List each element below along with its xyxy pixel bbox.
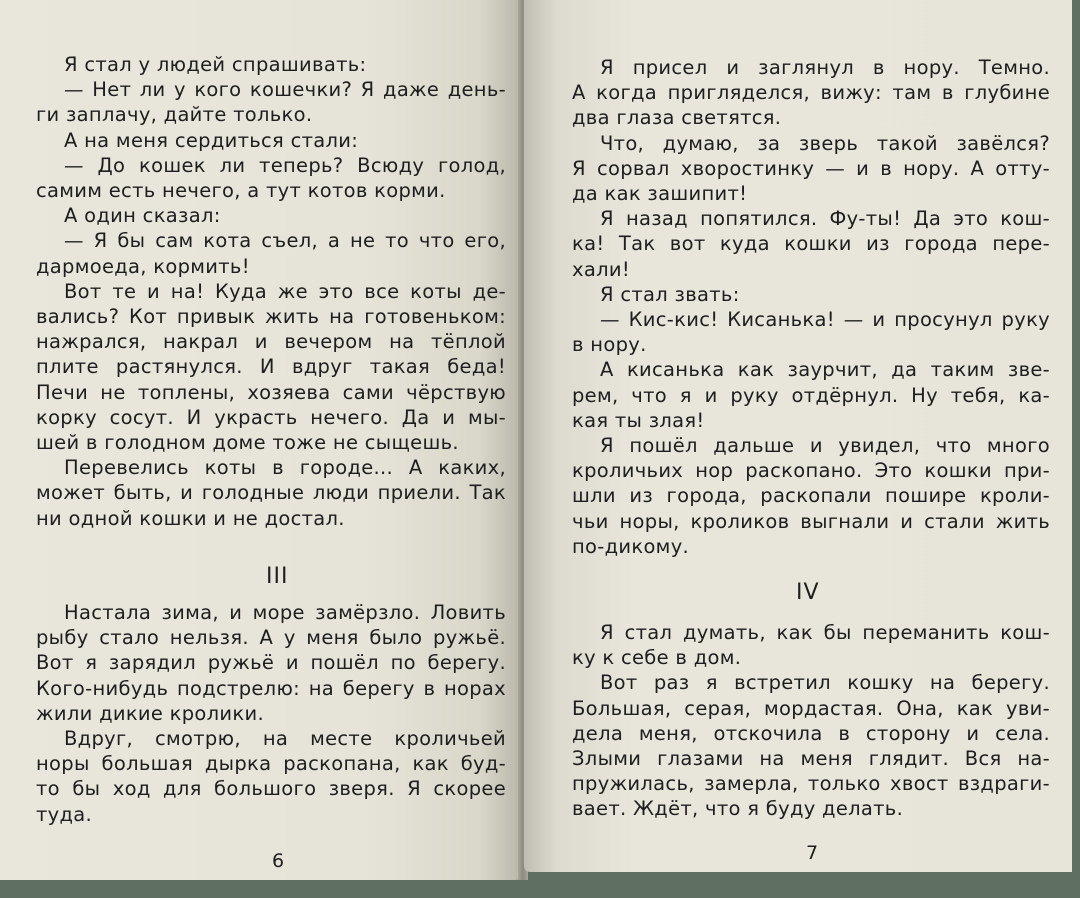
text-line: Настала зима, и море замёрзло. Ловить — [64, 601, 506, 624]
text-line: чьи норы, кроликов выгнали и стали жить — [572, 509, 1050, 533]
right-page — [524, 0, 1072, 872]
text-line: вает. Ждёт, что я буду делать. — [572, 797, 904, 821]
text-line: то бы ход для большого зверя. Я скорее — [36, 777, 506, 801]
text-line: дела меня, отскочила в сторону и села. — [572, 721, 1050, 745]
text-line: — Кис-кис! Кисанька! — и просунул руку — [600, 308, 1050, 332]
left-page — [0, 0, 522, 880]
text-line: дармоеда, кормить! — [36, 254, 250, 278]
text-line: ни одной кошки и не достал. — [36, 506, 345, 530]
text-line: самим есть нечего, а тут котов корми. — [36, 179, 446, 203]
text-line: Что, думаю, за зверь такой завёлся? — [600, 131, 1050, 155]
text-line: Я присел и заглянул в нору. Темно. — [600, 56, 1050, 79]
text-line: А кисанька как заурчит, да таким зве- — [600, 358, 1050, 382]
page-number-right: 7 — [806, 842, 819, 864]
text-line: кая ты злая! — [572, 408, 705, 432]
text-line: шли из города, раскопали пошире кроли- — [572, 484, 1050, 508]
text-line: Вот я зарядил ружьё и пошёл по берегу. — [36, 651, 506, 675]
text-line: может быть, и голодные люди приели. Так — [36, 481, 506, 505]
right-page-text-bottom — [572, 620, 1050, 822]
text-line: Вот те и на! Куда же это все коты де- — [64, 279, 506, 303]
text-line: нажрался, накрал и вечером на тёплой — [36, 330, 506, 354]
text-line: Кого-нибудь подстрелю: на берегу в норах — [36, 676, 506, 700]
text-line: Вот раз я встретил кошку на берегу. — [600, 671, 1050, 695]
text-line: жили дикие кролики. — [36, 701, 264, 725]
text-line: Я стал звать: — [600, 282, 740, 306]
text-line: Я стал думать, как бы переманить кош- — [600, 621, 1050, 644]
text-line: в нору. — [572, 333, 647, 357]
text-line: Перевелись коты в городе... А каких, — [64, 456, 506, 480]
text-line: туда. — [36, 802, 93, 826]
text-line: — До кошек ли теперь? Всюду голод, — [64, 153, 506, 177]
text-line: да как зашипит! — [572, 182, 748, 206]
text-line: А когда пригляделся, вижу: там в глубине — [572, 81, 1050, 105]
text-line: Я стал у людей спрашивать: — [64, 53, 367, 76]
text-line: Печи не топлены, хозяева сами чёрствую — [36, 380, 506, 404]
text-line: — Нет ли у кого кошечки? Я даже день- — [64, 78, 506, 102]
text-line: А один сказал: — [64, 204, 221, 228]
left-page-text-bottom — [36, 600, 506, 827]
text-line: рем, что я и руку отдёрнул. Ну тебя, ка- — [572, 383, 1050, 407]
text-line: ги заплачу, дайте только. — [36, 103, 313, 127]
chapter-heading-iii: III — [266, 564, 289, 589]
text-line: Я назад попятился. Фу-ты! Да это кош- — [600, 207, 1050, 231]
text-line: Большая, серая, мордастая. Она, как уви- — [572, 696, 1050, 720]
text-line: корку сосут. И украсть нечего. Да и мы- — [36, 405, 506, 429]
text-line: Вдруг, смотрю, на месте кроличьей — [64, 727, 506, 751]
text-line: ка! Так вот куда кошки из города пере- — [572, 232, 1050, 256]
text-line: пружилась, замерла, только хвост вздраги- — [572, 772, 1050, 796]
text-line: Я пошёл дальше и увидел, что много — [600, 434, 1050, 458]
text-line: — Я бы сам кота съел, а не то что его, — [64, 229, 506, 253]
text-line: два глаза светятся. — [572, 106, 782, 130]
page-number-left: 6 — [272, 850, 285, 872]
text-line: вались? Кот привык жить на готовеньком: — [36, 305, 506, 329]
text-line: А на меня сердиться стали: — [64, 128, 359, 152]
left-page-text-top — [36, 52, 506, 531]
text-line: шей в голодном доме тоже не сыщешь. — [36, 431, 459, 455]
text-line: Злыми глазами на меня глядит. Вся на- — [572, 747, 1050, 771]
text-line: ку к себе в дом. — [572, 646, 742, 670]
text-line: рыбу стало нельзя. А у меня было ружьё. — [36, 626, 506, 650]
text-line: норы большая дырка раскопана, как буд- — [36, 752, 506, 776]
text-line: по-дикому. — [572, 534, 690, 558]
text-line: хали! — [572, 257, 630, 281]
text-line: Я сорвал хворостинку — и в нору. А отту- — [572, 156, 1050, 180]
text-line: плите растянулся. И вдруг такая беда! — [36, 355, 506, 379]
right-page-text-top — [572, 55, 1050, 559]
text-line: кроличьих нор раскопано. Это кошки при- — [572, 459, 1050, 483]
chapter-heading-iv: IV — [796, 580, 820, 605]
